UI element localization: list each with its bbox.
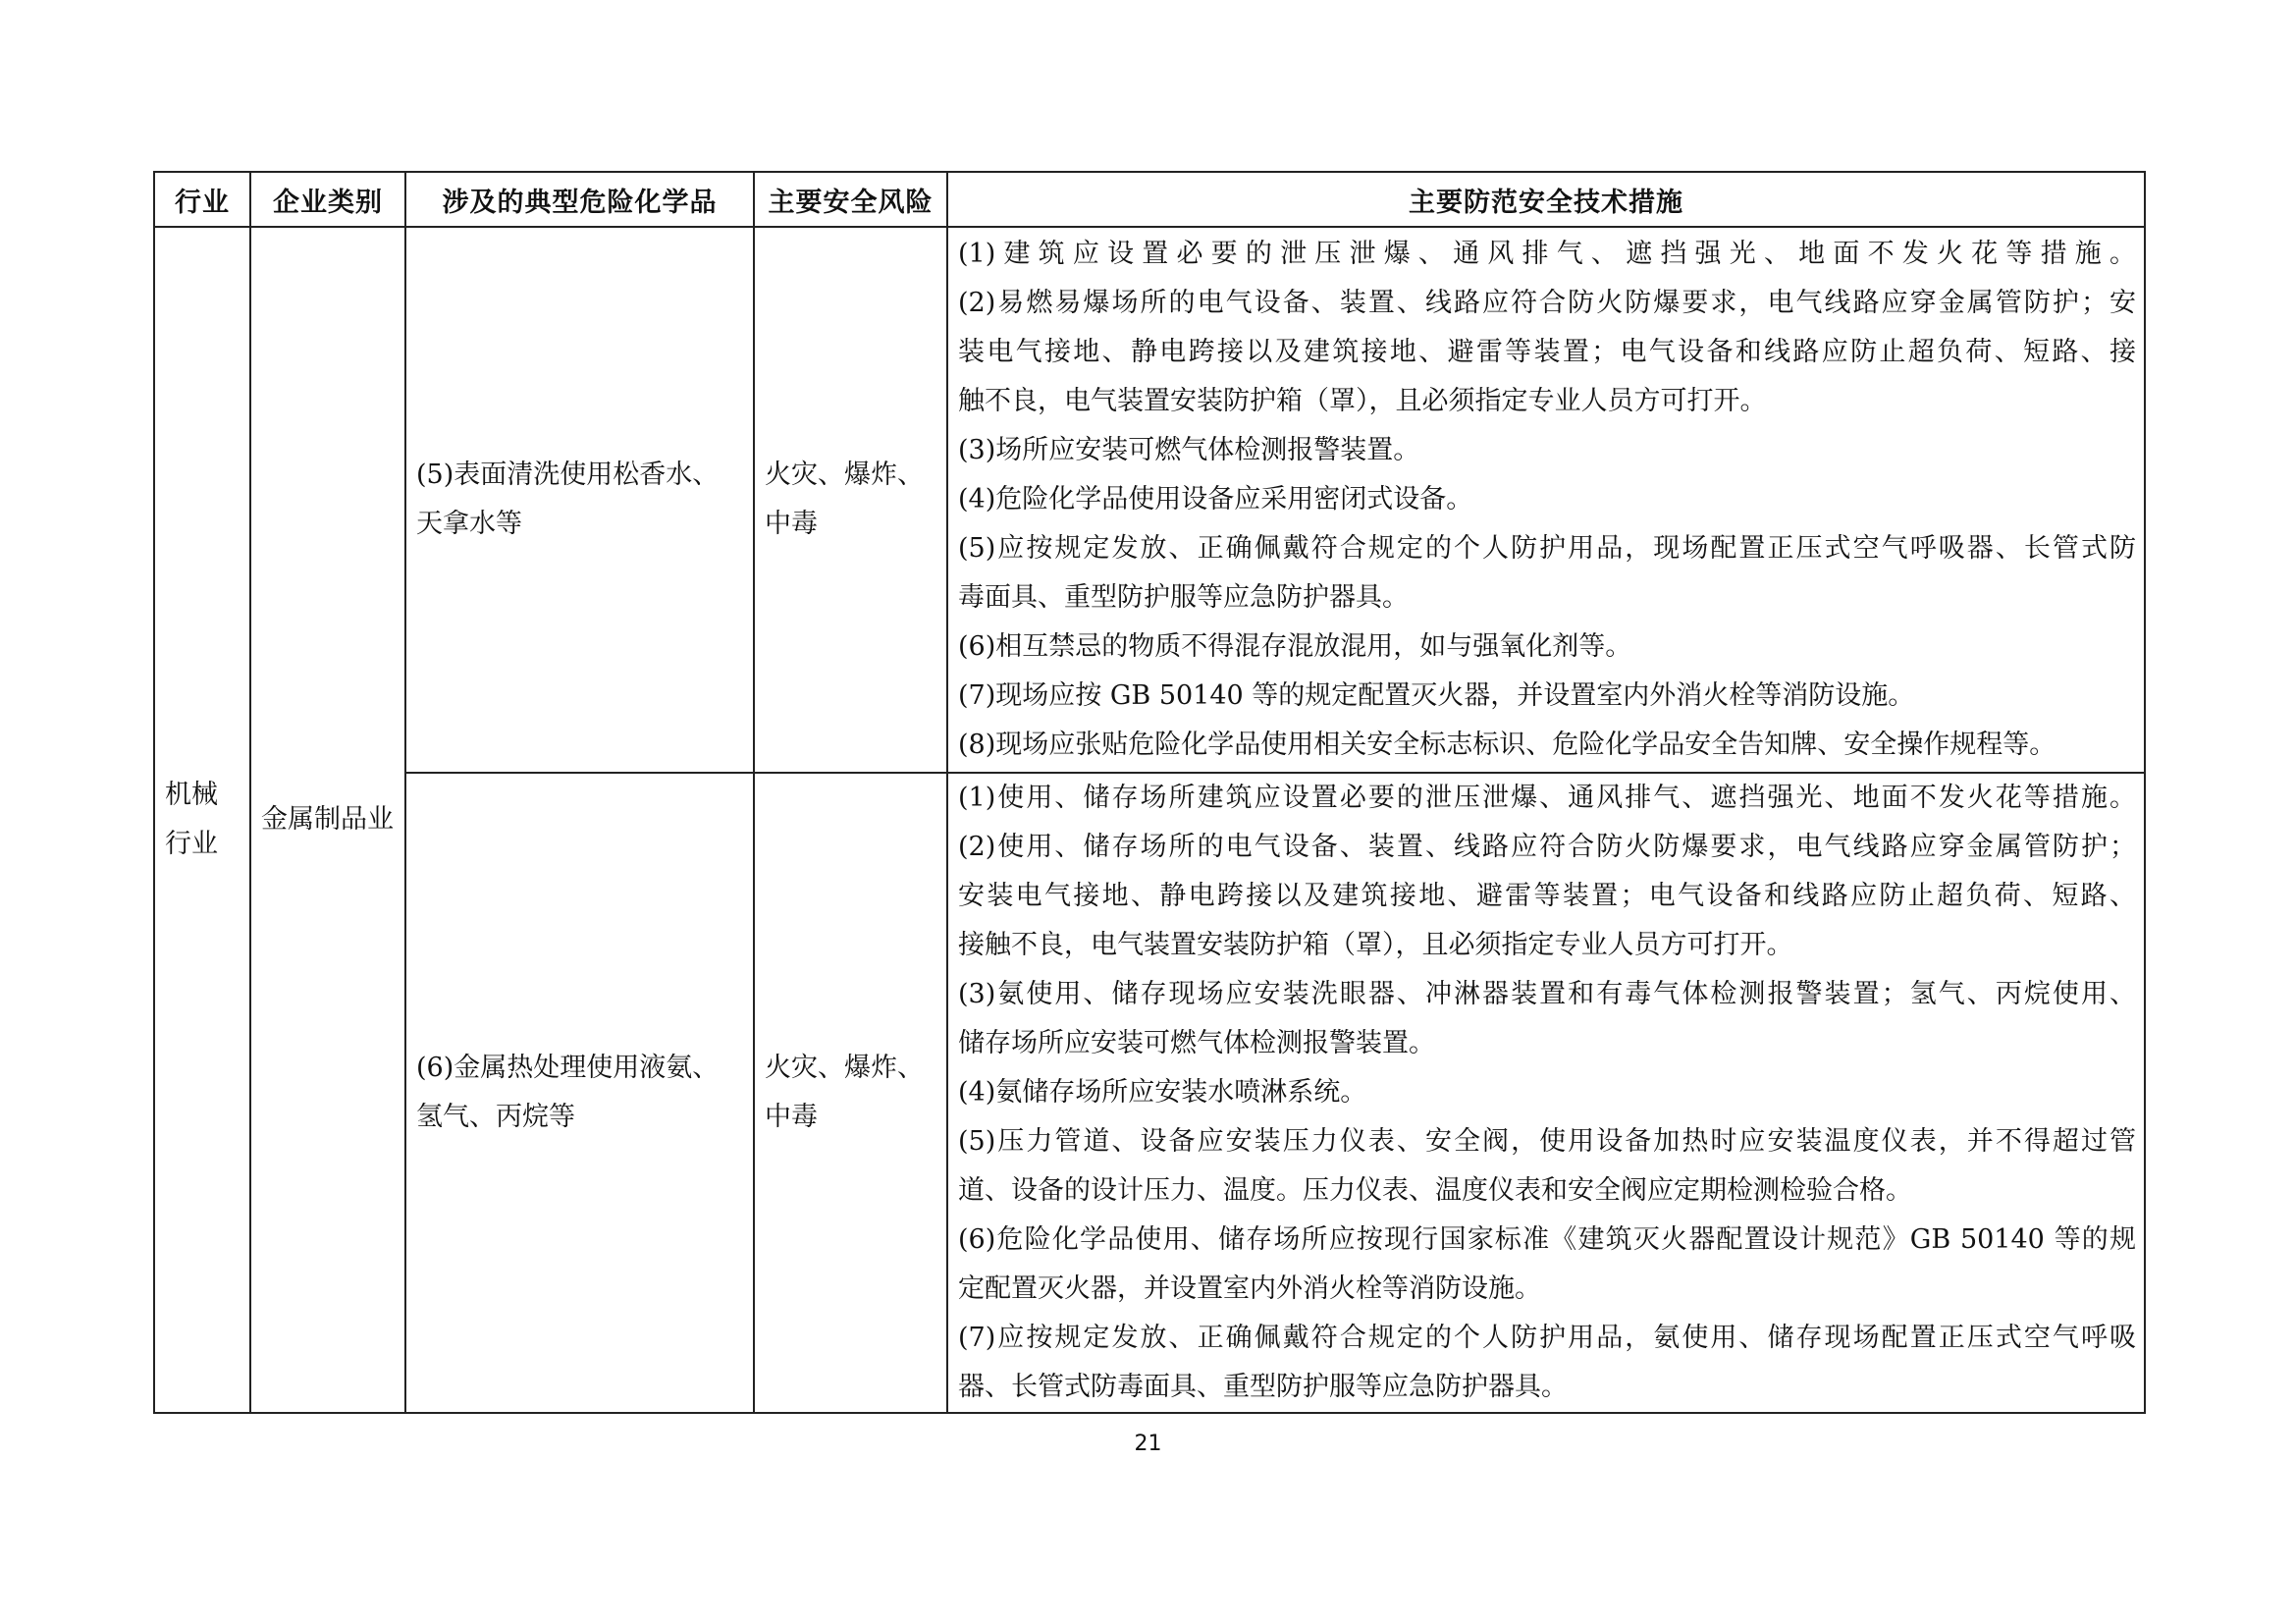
measures-cell: [947, 227, 2145, 773]
header-industry: 行业: [154, 172, 250, 227]
measure-line: (6)危险化学品使用、储存场所应按现行国家标准《建筑灭火器配置设计规范》GB 50140 等的规: [958, 1224, 2136, 1255]
measure-line: (2)使用、储存场所的电气设备、装置、线路应符合防火防爆要求，电气线路应穿金属管防护；: [958, 832, 2136, 862]
table-header-row: [154, 172, 2145, 227]
chemicals-cell: (6)金属热处理使用液氨、氢气、丙烷等: [405, 773, 754, 1413]
measure-line: (1)使用、储存场所建筑应设置必要的泄压泄爆、通风排气、遮挡强光、地面不发火花等措施。: [958, 783, 2136, 813]
measure-line: (5)压力管道、设备应安装压力仪表、安全阀，使用设备加热时应安装温度仪表，并不得超过管: [958, 1126, 2136, 1157]
measure-line: 毒面具、重型防护服等应急防护器具。: [958, 582, 1409, 613]
measure-line: 定配置灭火器，并设置室内外消火栓等消防设施。: [958, 1273, 1541, 1304]
measure-line: (7)应按规定发放、正确佩戴符合规定的个人防护用品，氨使用、储存现场配置正压式空气呼吸: [958, 1323, 2136, 1353]
enterprise-category-cell: 金属制品业: [250, 227, 405, 1413]
risks-cell: 火灾、爆炸、中毒: [754, 227, 947, 773]
table-row: [154, 773, 2145, 1413]
measure-line: (7)现场应按 GB 50140 等的规定配置灭火器，并设置室内外消火栓等消防设施。: [958, 680, 1915, 711]
measure-line: (5)应按规定发放、正确佩戴符合规定的个人防护用品，现场配置正压式空气呼吸器、长管式防: [958, 533, 2136, 564]
header-enterprise-category: 企业类别: [250, 172, 405, 227]
page-number: 21: [1134, 1432, 1162, 1456]
measure-line: (8)现场应张贴危险化学品使用相关安全标志标识、危险化学品安全告知牌、安全操作规程等。: [958, 730, 2056, 760]
industry-cell: 机械行业: [154, 227, 250, 1413]
header-measures: 主要防范安全技术措施: [947, 172, 2145, 227]
measure-line: (3)场所应安装可燃气体检测报警装置。: [958, 435, 1420, 465]
measure-line: 安装电气接地、静电跨接以及建筑接地、避雷等装置；电气设备和线路应防止超负荷、短路、: [958, 881, 2136, 911]
measure-line: 触不良，电气装置安装防护箱（罩），且必须指定专业人员方可打开。: [958, 386, 1767, 416]
measure-line: (3)氨使用、储存现场应安装洗眼器、冲淋器装置和有毒气体检测报警装置；氢气、丙烷使用、: [958, 979, 2136, 1009]
measure-line: (6)相互禁忌的物质不得混存混放混用，如与强氧化剂等。: [958, 631, 1632, 662]
measures-cell: [947, 773, 2145, 1413]
risks-cell: 火灾、爆炸、中毒: [754, 773, 947, 1413]
measure-line: 储存场所应安装可燃气体检测报警装置。: [958, 1028, 1435, 1058]
measure-line: 接触不良，电气装置安装防护箱（罩），且必须指定专业人员方可打开。: [958, 930, 1793, 960]
hazard-table-container: [153, 171, 2144, 1410]
measure-line: (1)建筑应设置必要的泄压泄爆、通风排气、遮挡强光、地面不发火花等措施。: [958, 239, 2136, 269]
measure-line: 道、设备的设计压力、温度。压力仪表、温度仪表和安全阀应定期检测检验合格。: [958, 1175, 1912, 1206]
hazard-chemicals-table: [153, 171, 2146, 1414]
header-risks: 主要安全风险: [754, 172, 947, 227]
measure-line: (4)危险化学品使用设备应采用密闭式设备。: [958, 484, 1473, 514]
measure-line: (2)易燃易爆场所的电气设备、装置、线路应符合防火防爆要求，电气线路应穿金属管防护；安: [958, 288, 2136, 318]
table-row: [154, 227, 2145, 773]
measure-line: 装电气接地、静电跨接以及建筑接地、避雷等装置；电气设备和线路应防止超负荷、短路、接: [958, 337, 2136, 367]
measure-line: 器、长管式防毒面具、重型防护服等应急防护器具。: [958, 1372, 1568, 1402]
header-chemicals: 涉及的典型危险化学品: [405, 172, 754, 227]
chemicals-cell: (5)表面清洗使用松香水、天拿水等: [405, 227, 754, 773]
measure-line: (4)氨储存场所应安装水喷淋系统。: [958, 1077, 1367, 1108]
